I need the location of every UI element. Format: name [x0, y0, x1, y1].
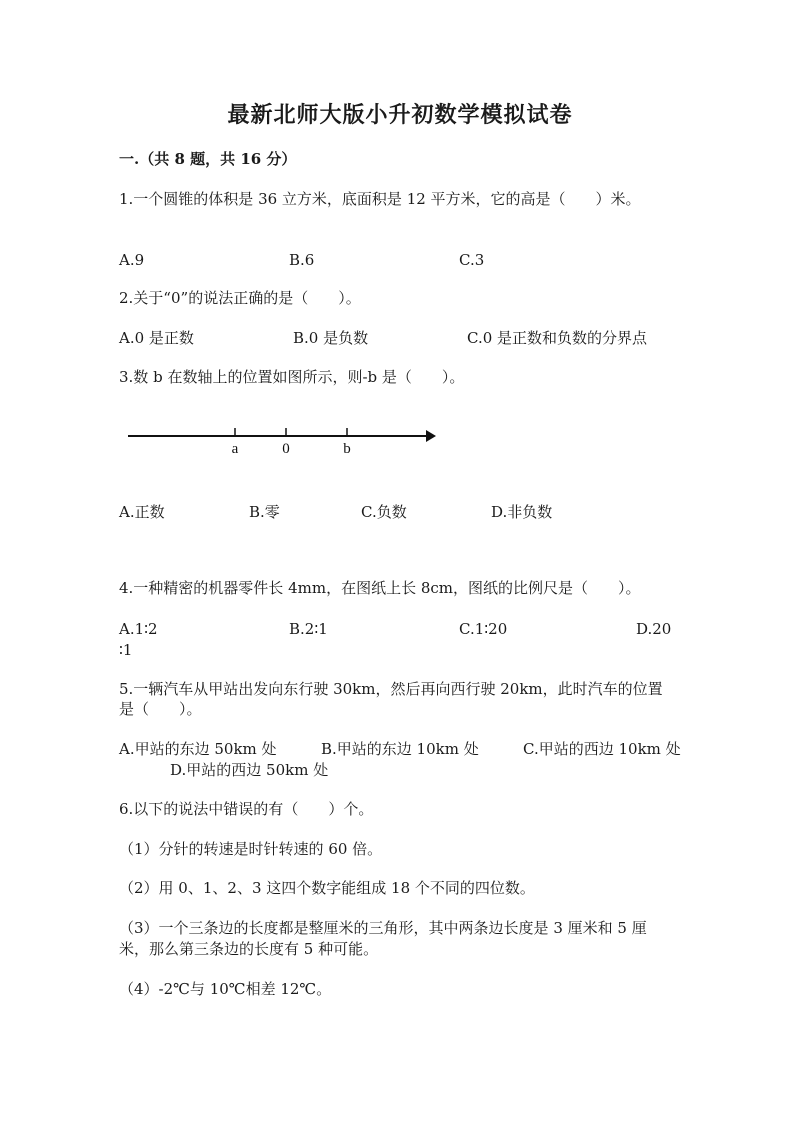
question-5-option-b: B.甲站的东边 10km 处: [321, 740, 479, 758]
question-5-stem-line1: 5.一辆汽车从甲站出发向东行驶 30km，然后再向西行驶 20km，此时汽车的位置: [119, 680, 663, 698]
question-4-stem: 4.一种精密的机器零件长 4mm，在图纸上长 8cm，图纸的比例尺是（ ）。: [119, 579, 641, 597]
question-1-stem: 1.一个圆锥的体积是 36 立方米，底面积是 12 平方米，它的高是（ ）米。: [119, 190, 641, 208]
label-b: b: [343, 441, 351, 457]
question-2-option-c: C.0 是正数和负数的分界点: [467, 329, 648, 347]
section-heading: 一.（共 8 题，共 16 分）: [119, 150, 297, 168]
question-2-option-a: A.0 是正数: [119, 329, 194, 347]
question-6-item-4: （4）-2℃与 10℃相差 12℃。: [119, 980, 332, 998]
question-4-option-a: A.1∶2: [119, 620, 158, 638]
label-zero: 0: [282, 441, 290, 457]
question-3-option-c: C.负数: [361, 503, 407, 521]
question-5-option-a: A.甲站的东边 50km 处: [119, 740, 277, 758]
question-6-item-3-line1: （3）一个三条边的长度都是整厘米的三角形，其中两条边长度是 3 厘米和 5 厘: [119, 919, 647, 937]
number-line-figure: [126, 420, 446, 460]
number-line-arrow-icon: [426, 430, 436, 442]
question-4-option-b: B.2∶1: [289, 620, 328, 638]
question-3-stem: 3.数 b 在数轴上的位置如图所示，则-b 是（ ）。: [119, 368, 465, 386]
question-1-option-c: C.3: [459, 251, 485, 269]
question-4-option-c: C.1∶20: [459, 620, 508, 638]
question-6-stem: 6.以下的说法中错误的有（ ）个。: [119, 800, 374, 818]
question-3-option-b: B.零: [249, 503, 280, 521]
page-title: 最新北师大版小升初数学模拟试卷: [227, 102, 573, 128]
question-5-option-d: D.甲站的西边 50km 处: [170, 761, 329, 779]
question-2-stem: 2.关于“0”的说法正确的是（ ）。: [119, 289, 361, 307]
question-4-option-d-wrap: ∶1: [119, 641, 133, 659]
question-1-option-a: A.9: [119, 251, 145, 269]
question-6-item-2: （2）用 0、1、2、3 这四个数字能组成 18 个不同的四位数。: [119, 879, 535, 897]
question-2-option-b: B.0 是负数: [293, 329, 369, 347]
question-3-option-a: A.正数: [119, 503, 165, 521]
question-6-item-1: （1）分针的转速是时针转速的 60 倍。: [119, 840, 383, 858]
question-5-option-c: C.甲站的西边 10km 处: [523, 740, 681, 758]
question-5-stem-line2: 是（ ）。: [119, 700, 202, 718]
question-1-option-b: B.6: [289, 251, 315, 269]
question-3-option-d: D.非负数: [491, 503, 553, 521]
question-6-item-3-line2: 米，那么第三条边的长度有 5 种可能。: [119, 940, 379, 958]
question-4-option-d: D.20: [636, 620, 672, 638]
label-a: a: [231, 441, 239, 457]
